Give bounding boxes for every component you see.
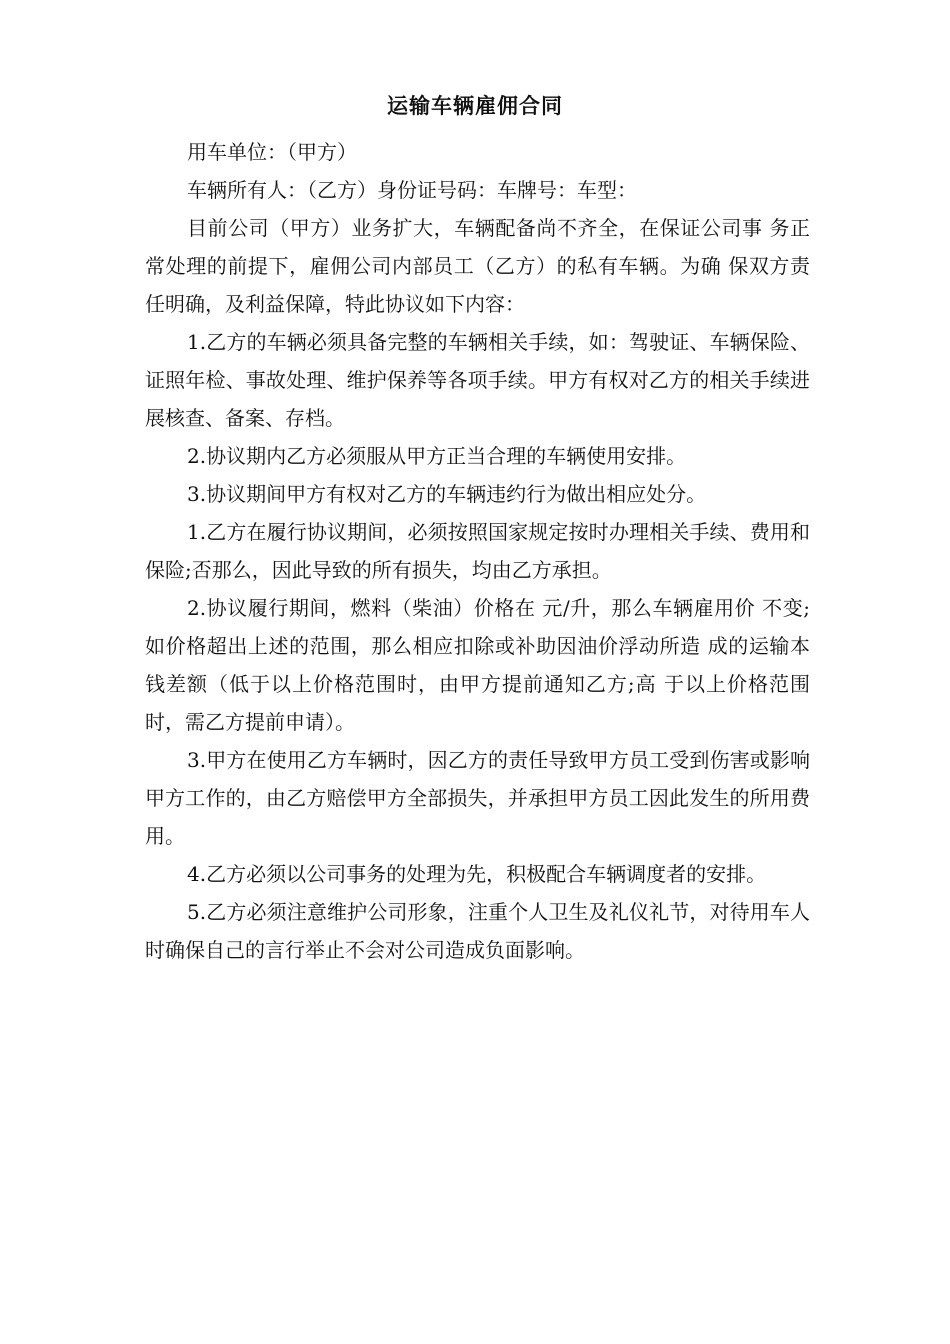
- paragraph-clause-3: 3.协议期间甲方有权对乙方的车辆违约行为做出相应处分。: [187, 482, 707, 506]
- paragraph-party-b: 车辆所有人：（乙方）身份证号码：车牌号：车型：: [187, 178, 637, 202]
- paragraph-obligation-1: 1.乙方在履行协议期间，必须按照国家规定按时办理相关手续、费用和保险;否那么，因此导致的所有损失，均由乙方承担。: [145, 520, 810, 582]
- paragraph-obligation-5: 5.乙方必须注意维护公司形象，注重个人卫生及礼仪礼节，对待用车人时确保自己的言行举止不会对公司造成负面影响。: [145, 900, 810, 962]
- paragraph-clause-1: 1.乙方的车辆必须具备完整的车辆相关手续，如：驾驶证、车辆保险、证照年检、事故处理、维护保养等各项手续。甲方有权对乙方的相关手续进展核查、备案、存档。: [145, 330, 810, 430]
- paragraph-party-a: 用车单位：（甲方）: [187, 140, 357, 164]
- paragraph-obligation-2: 2.协议履行期间，燃料（柴油）价格在 元/升，那么车辆雇用价 不变;如价格超出上述的范围，那么相应扣除或补助因油价浮动所造 成的运输本钱差额（低于以上价格范围时，由甲方提前通知乙方;高 于以上价格范围时，需乙方提前申请）。: [145, 596, 810, 734]
- paragraph-obligation-3: 3.甲方在使用乙方车辆时，因乙方的责任导致甲方员工受到伤害或影响甲方工作的，由乙方赔偿甲方全部损失，并承担甲方员工因此发生的所用费用。: [145, 748, 810, 848]
- paragraph-obligation-4: 4.乙方必须以公司事务的处理为先，积极配合车辆调度者的安排。: [187, 862, 767, 886]
- paragraph-clause-2: 2.协议期内乙方必须服从甲方正当合理的车辆使用安排。: [187, 444, 687, 468]
- document-title: 运输车辆雇佣合同: [387, 94, 563, 118]
- paragraph-intro: 目前公司（甲方）业务扩大，车辆配备尚不齐全，在保证公司事 务正常处理的前提下，雇佣公司内部员工（乙方）的私有车辆。为确 保双方责任明确，及利益保障，特此协议如下内容：: [145, 216, 810, 316]
- document-body: [145, 133, 810, 969]
